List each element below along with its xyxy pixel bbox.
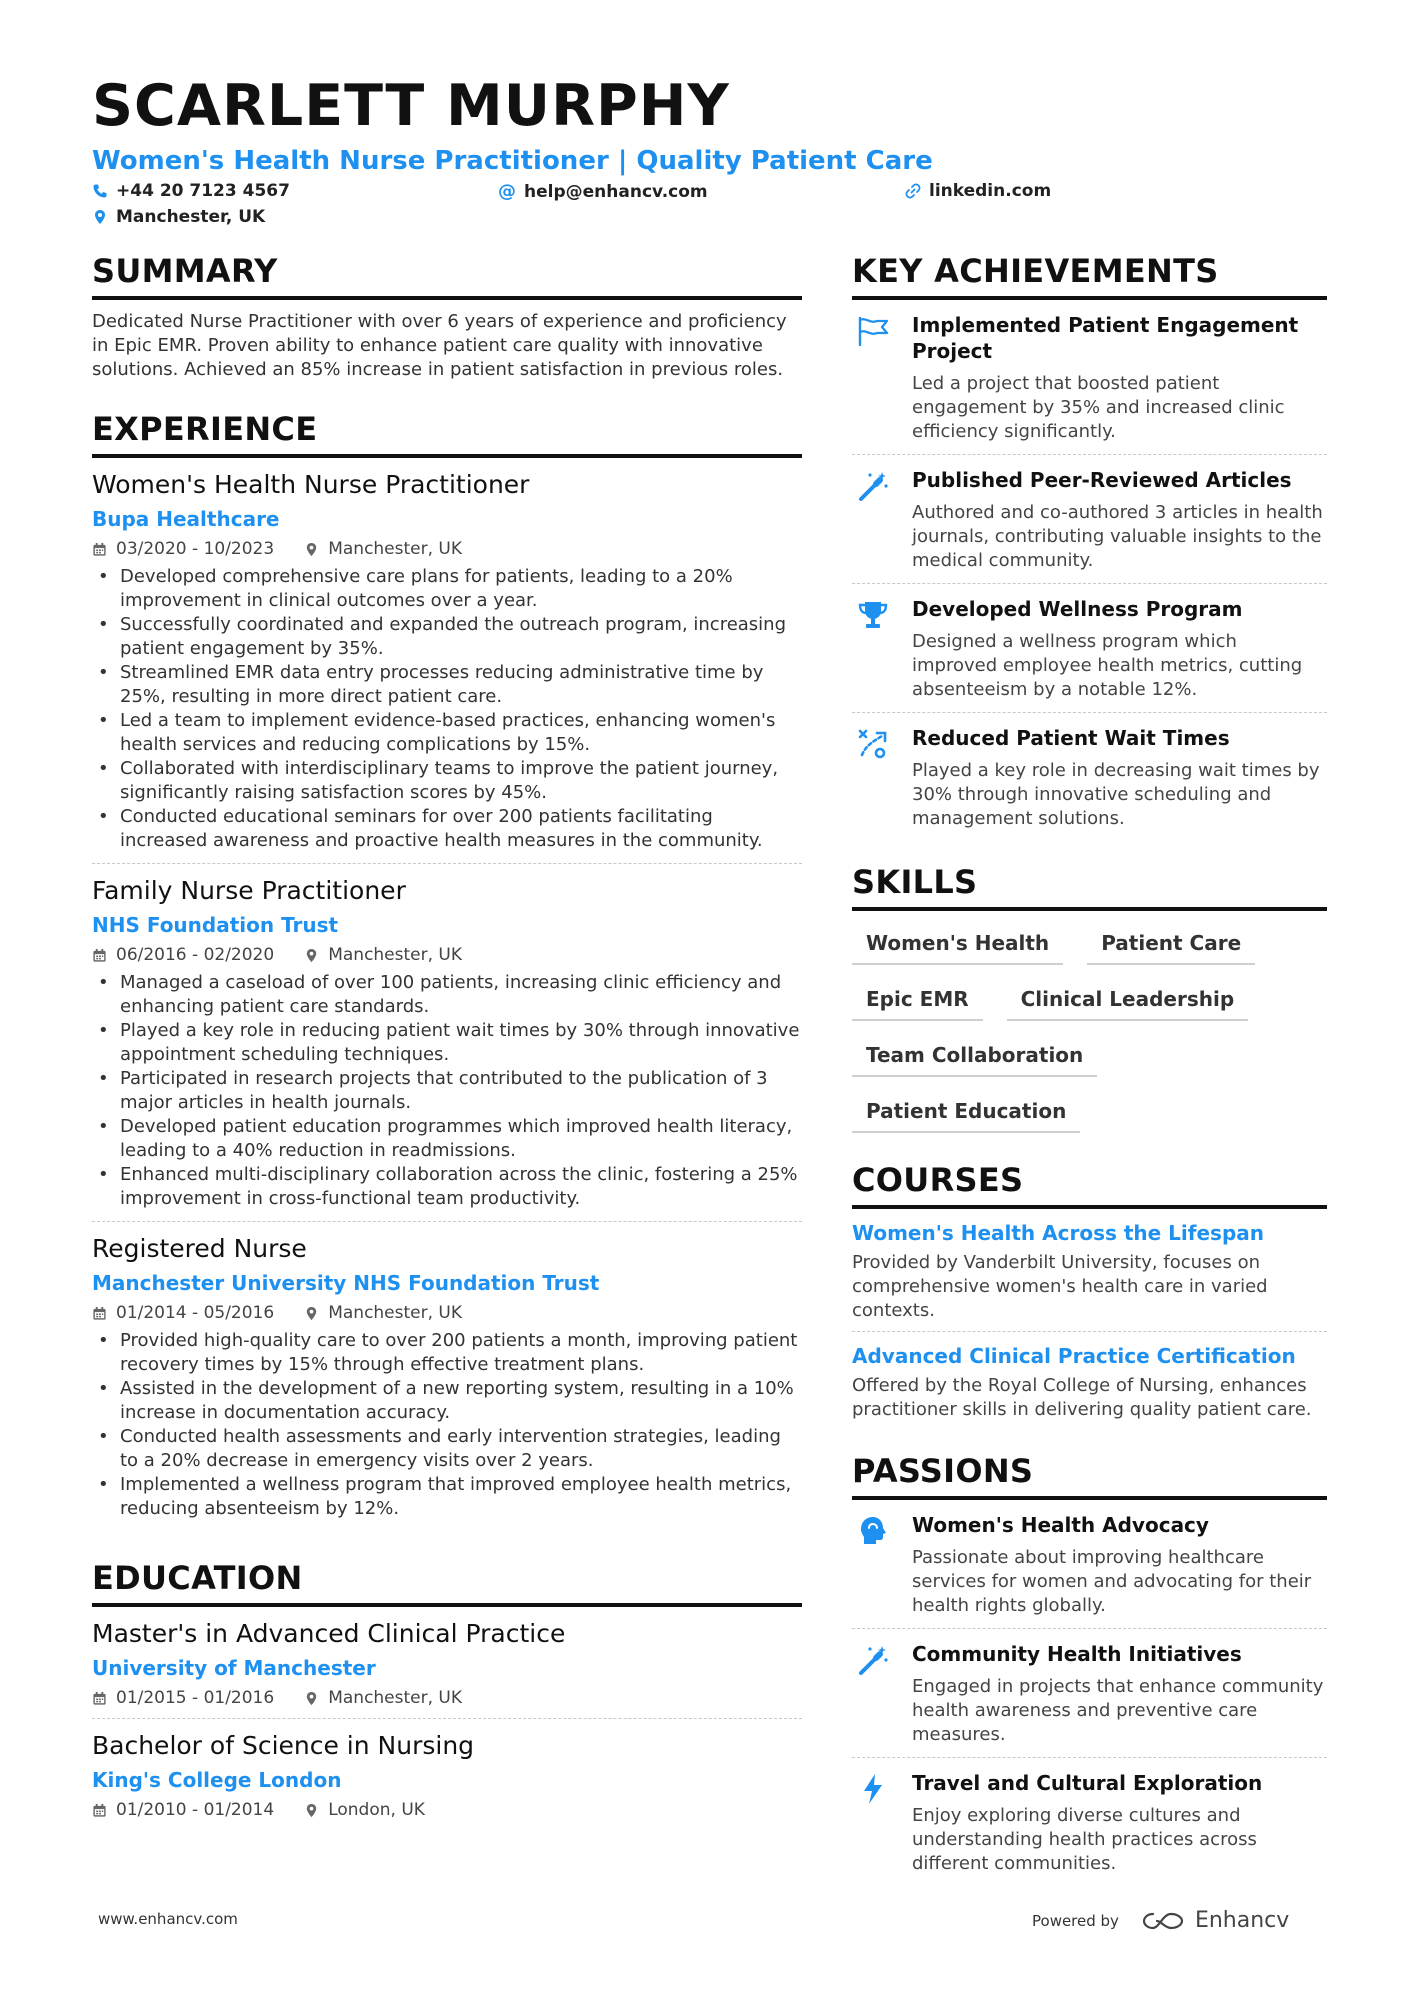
passion-title: Travel and Cultural Exploration [912, 1771, 1263, 1795]
at-icon: @ [498, 181, 516, 202]
passion-desc: Engaged in projects that enhance community health awareness and preventive care measures. [912, 1676, 1324, 1745]
bullet-item: • Streamlined EMR data entry processes reducing administrative time by 25%, resulting in more direct patient care. [92, 661, 802, 709]
location [304, 1800, 425, 1820]
company-name[interactable]: Manchester University NHS Foundation Trust [92, 1271, 600, 1295]
job-entry [92, 876, 802, 1222]
brand-name: Enhancv [1194, 1908, 1290, 1933]
contact-email[interactable] [498, 181, 708, 202]
degree: Master's in Advanced Clinical Practice [92, 1619, 566, 1648]
bullet-item: • Conducted health assessments and early intervention strategies, leading to a 20% decrease in emergency visits over 2 years. [92, 1425, 802, 1473]
job-role: Registered Nurse [92, 1234, 307, 1263]
skills-list [852, 925, 1327, 1133]
course-desc: Offered by the Royal College of Nursing, enhances practitioner skills in delivering quality patient care. [852, 1375, 1312, 1420]
passions-list [852, 1500, 1327, 1886]
course-entry [852, 1221, 1327, 1332]
course-title[interactable]: Advanced Clinical Practice Certification [852, 1344, 1296, 1368]
contact-linkedin[interactable] [905, 181, 1051, 201]
achievement-desc: Played a key role in decreasing wait times by 30% through innovative scheduling and management solutions. [912, 760, 1320, 829]
bullet-item: • Developed patient education programmes which improved health literacy, leading to a 40% reduction in readmissions. [92, 1115, 802, 1163]
course-entry [852, 1344, 1327, 1430]
magic-wand-icon [852, 1641, 894, 1747]
location-pin-icon [304, 948, 319, 963]
bullet-item: • Conducted educational seminars for over 200 patients facilitating increased awareness and proactive health measures in the community. [92, 805, 802, 853]
magic-wand-icon [852, 467, 894, 573]
job-meta [92, 1303, 802, 1323]
date-range [92, 1303, 274, 1323]
contact-location [92, 207, 265, 227]
achievement-desc: Designed a wellness program which improved employee health metrics, cutting absenteeism by a notable 12%. [912, 631, 1303, 700]
calendar-icon [92, 1803, 107, 1818]
job-meta [92, 945, 802, 965]
footer-powered [1032, 1908, 1289, 1933]
job-entry [92, 470, 802, 864]
passion-title: Community Health Initiatives [912, 1642, 1242, 1666]
footer-url[interactable]: www.enhancv.com [98, 1910, 238, 1928]
lightning-icon [852, 1770, 894, 1876]
phone-text: +44 20 7123 4567 [116, 181, 290, 201]
degree: Bachelor of Science in Nursing [92, 1731, 475, 1760]
calendar-icon [92, 1306, 107, 1321]
location-text: Manchester, UK [116, 207, 266, 227]
email-text: help@enhancv.com [524, 181, 708, 202]
location [304, 1303, 462, 1323]
enhancv-logo-icon [1141, 1910, 1187, 1932]
achievement-body [912, 596, 1327, 702]
headline: Women's Health Nurse Practitioner | Quality Patient Care [92, 146, 933, 176]
skill-tag: Women's Health [852, 925, 1063, 965]
achievement [852, 455, 1327, 584]
location-pin-icon [304, 1306, 319, 1321]
summary-title: SUMMARY [92, 252, 802, 300]
achievement-body [912, 725, 1327, 831]
job-bullets [92, 1329, 802, 1521]
experience-title: EXPERIENCE [92, 410, 802, 458]
skill-tag: Patient Education [852, 1093, 1080, 1133]
achievement-title: Published Peer-Reviewed Articles [912, 468, 1292, 492]
location [304, 539, 462, 559]
achievement [852, 584, 1327, 713]
bullet-item: • Played a key role in reducing patient wait times by 30% through innovative appointment scheduling techniques. [92, 1019, 802, 1067]
achievements-list [852, 300, 1327, 841]
skill-tag: Team Collaboration [852, 1037, 1097, 1077]
calendar-icon [92, 948, 107, 963]
calendar-icon [92, 542, 107, 557]
education-meta [92, 1800, 802, 1820]
date-text: 01/2010 - 01/2014 [116, 1800, 275, 1820]
location-text: Manchester, UK [328, 539, 463, 559]
passion-desc: Enjoy exploring diverse cultures and understanding health practices across different communities. [912, 1805, 1257, 1874]
summary-text: Dedicated Nurse Practitioner with over 6 years of experience and proficiency in Epic EMR. Proven ability to enhance patient care quality with innovative solutions. Achieved an 85% increase in patient satisfaction in previous roles. [92, 311, 787, 380]
education-entry [92, 1619, 802, 1719]
location [304, 1688, 462, 1708]
trophy-icon [852, 596, 894, 702]
linkedin-text: linkedin.com [929, 181, 1052, 201]
passion-body [912, 1512, 1327, 1618]
course-desc: Provided by Vanderbilt University, focuses on comprehensive women's health care in varied contexts. [852, 1252, 1268, 1321]
school-name[interactable]: King's College London [92, 1768, 342, 1792]
passion-desc: Passionate about improving healthcare services for women and advocating for their health rights globally. [912, 1547, 1312, 1616]
job-entry [92, 1234, 802, 1531]
bullet-item: • Implemented a wellness program that improved employee health metrics, reducing absenteeism by 12%. [92, 1473, 802, 1521]
date-range [92, 539, 274, 559]
job-bullets [92, 565, 802, 853]
bullet-item: • Successfully coordinated and expanded the outreach program, increasing patient engagement by 35%. [92, 613, 802, 661]
location-pin-icon [304, 1691, 319, 1706]
courses-title: COURSES [852, 1161, 1327, 1209]
company-name[interactable]: Bupa Healthcare [92, 507, 280, 531]
left-column [92, 252, 802, 1830]
bullet-item: • Participated in research projects that contributed to the publication of 3 major articles in health journals. [92, 1067, 802, 1115]
passion-body [912, 1770, 1327, 1876]
passion-title: Women's Health Advocacy [912, 1513, 1209, 1537]
calendar-icon [92, 1691, 107, 1706]
phone-icon [92, 183, 108, 199]
location-pin-icon [304, 1803, 319, 1818]
company-name[interactable]: NHS Foundation Trust [92, 913, 339, 937]
achievement-desc: Led a project that boosted patient engagement by 35% and increased clinic efficiency significantly. [912, 373, 1285, 442]
achievement-title: Implemented Patient Engagement Project [912, 313, 1299, 363]
job-role: Family Nurse Practitioner [92, 876, 406, 905]
achievement [852, 713, 1327, 841]
skill-tag: Clinical Leadership [1007, 981, 1249, 1021]
contact-phone[interactable] [92, 181, 290, 201]
candidate-name: SCARLETT MURPHY [92, 73, 730, 139]
date-text: 01/2014 - 05/2016 [116, 1303, 275, 1323]
strategy-icon [852, 725, 894, 831]
education-title: EDUCATION [92, 1559, 802, 1607]
bullet-item: • Collaborated with interdisciplinary teams to improve the patient journey, significantly raising satisfaction scores by 45%. [92, 757, 802, 805]
passion [852, 1758, 1327, 1886]
passion-body [912, 1641, 1327, 1747]
powered-by-text: Powered by [1032, 1911, 1119, 1930]
passion [852, 1500, 1327, 1629]
achievements-title: KEY ACHIEVEMENTS [852, 252, 1327, 300]
experience-list [92, 470, 802, 1531]
bullet-item: • Assisted in the development of a new reporting system, resulting in a 10% increase in documentation accuracy. [92, 1377, 802, 1425]
location-pin-icon [92, 209, 108, 225]
course-title[interactable]: Women's Health Across the Lifespan [852, 1221, 1264, 1245]
location-text: Manchester, UK [328, 1303, 463, 1323]
bullet-item: • Enhanced multi-disciplinary collaboration across the clinic, fostering a 25% improvement in cross-functional team productivity. [92, 1163, 802, 1211]
job-bullets [92, 971, 802, 1211]
bullet-item: • Led a team to implement evidence-based practices, enhancing women's health services and reducing complications by 15%. [92, 709, 802, 757]
bullet-item: • Provided high-quality care to over 200 patients a month, improving patient recovery times by 15% through effective treatment plans. [92, 1329, 802, 1377]
job-role: Women's Health Nurse Practitioner [92, 470, 530, 499]
passions-title: PASSIONS [852, 1452, 1327, 1500]
brand-logo[interactable] [1141, 1908, 1289, 1933]
bullet-item: • Managed a caseload of over 100 patients, increasing clinic efficiency and enhancing patient care standards. [92, 971, 802, 1019]
achievement-title: Developed Wellness Program [912, 597, 1243, 621]
achievement-body [912, 312, 1327, 444]
achievement-body [912, 467, 1327, 573]
skill-tag: Patient Care [1087, 925, 1255, 965]
flag-icon [852, 312, 894, 444]
passion [852, 1629, 1327, 1758]
date-range [92, 1800, 274, 1820]
head-icon [852, 1512, 894, 1618]
date-range [92, 1688, 274, 1708]
date-range [92, 945, 274, 965]
skill-tag: Epic EMR [852, 981, 983, 1021]
achievement-title: Reduced Patient Wait Times [912, 726, 1230, 750]
achievement-desc: Authored and co-authored 3 articles in health journals, contributing valuable insights to the medical community. [912, 502, 1323, 571]
location-text: Manchester, UK [328, 945, 463, 965]
link-icon [905, 183, 921, 199]
school-name[interactable]: University of Manchester [92, 1656, 376, 1680]
date-text: 01/2015 - 01/2016 [116, 1688, 275, 1708]
education-meta [92, 1688, 802, 1708]
date-text: 03/2020 - 10/2023 [116, 539, 275, 559]
education-list [92, 1619, 802, 1830]
location [304, 945, 462, 965]
job-meta [92, 539, 802, 559]
location-pin-icon [304, 542, 319, 557]
location-text: Manchester, UK [328, 1688, 463, 1708]
education-entry [92, 1731, 802, 1830]
location-text: London, UK [328, 1800, 425, 1820]
date-text: 06/2016 - 02/2020 [116, 945, 275, 965]
right-column [852, 252, 1327, 1886]
skills-title: SKILLS [852, 863, 1327, 911]
courses-list [852, 1221, 1327, 1430]
achievement [852, 300, 1327, 455]
bullet-item: • Developed comprehensive care plans for patients, leading to a 20% improvement in clinical outcomes over a year. [92, 565, 802, 613]
